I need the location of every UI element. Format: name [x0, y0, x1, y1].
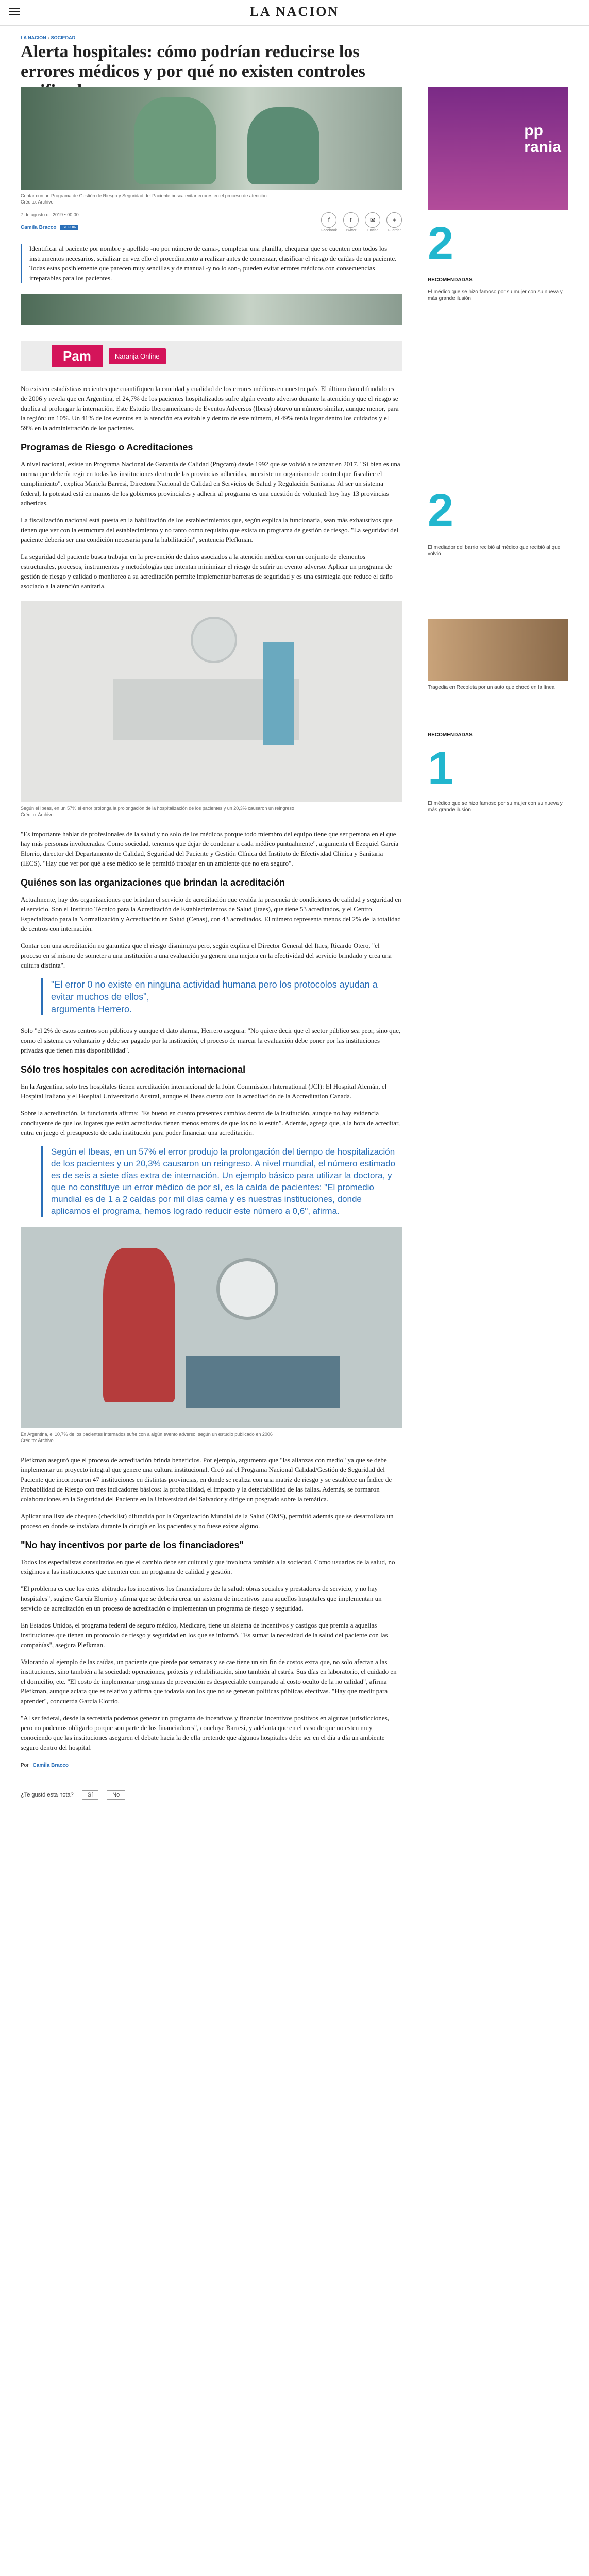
paragraph: Solo "el 2% de estos centros son públicos y aunque el dato alarma, Herrero asegura: "No quiere decir que el sector público sea peor, sino que, como el sistema es voluntario y debe ser pagado por la institución, el proceso de marcar la evaluación debe poner por las instituciones privadas que tienen más disponibilidad". — [21, 1027, 401, 1054]
paragraph: La seguridad del paciente busca trabajar en la prevención de daños asociados a la atención médica con un conjunto de elementos estructurales, procesos, instrumentos y metodologías que intentan minimizar el riesgo de sufrir un evento adverso. Aplicar un programa de gestión de riesgo y calidad o monitoreo a su acreditación permite implementar barreras de seguridad y es una estrategia que reduce el daño asociado a la atención sanitaria. — [21, 553, 393, 590]
pull-quote: Según el Ibeas, en un 57% el error produjo la prolongación del tiempo de hospitalización de los pacientes y un 20,3% causaron un reingreso. A nivel mundial, el número estimado es de seis a siete días extra de internación. Un ejemplo básico para utilizar la doctora, y que no constituye un error médico de por sí, es la caída de pacientes: "El promedio mundial es de 1 a 2 caídas por mil días cama y es nuestras instituciones, donde aplicamos el programa, hemos logrado reducir este número a 0,6", afirma. — [41, 1146, 402, 1217]
site-header — [0, 0, 589, 26]
author-name[interactable]: Camila Bracco — [21, 225, 57, 230]
ad-brand[interactable]: Pam — [52, 345, 103, 367]
twitter-icon[interactable]: t — [343, 212, 359, 228]
recommended-item[interactable]: 1 — [428, 743, 454, 794]
section-heading: Sólo tres hospitales con acreditación internacional — [21, 1064, 246, 1075]
byline: Por Camila Bracco — [21, 1762, 69, 1768]
recommended-text[interactable]: El médico que se hizo famoso por su mujer con su nueva y más grande ilusión — [428, 289, 563, 301]
paragraph: La fiscalización nacional está puesta en la habilitación de los establecimientos que, según explica la funcionaria, sean más exhaustivos que tienen que ver con la estructura del establecimiento y no tanto como requisito que exista un programa de gestión de riesgo. "La seguridad del paciente debería ser una condición necesaria para la habilitación", sentencia Plefkman. — [21, 516, 399, 544]
article-title: Alerta hospitales: cómo podrían reducirse los errores médicos y por qué no existen controles — [21, 42, 365, 81]
photo-caption: Contar con un Programa de Gestión de Riesgo y Seguridad del Paciente busca evitar errores en el proceso de atención Crédito: Archivo — [21, 193, 267, 205]
surgeon-figure — [134, 97, 216, 184]
facebook-icon[interactable]: f — [321, 212, 336, 228]
paragraph: "Al ser federal, desde la secretaría podemos generar un programa de incentivos y financiar incentivos positivos en algunas jurisdicciones, pero no podemos obligarlo porque son parte de los financiadores", concluye Barresi, y adelanta que en el caso de que no esten muy conociendo que las instituciones aseguren el debate hacia la de ella pretende que algunos hospitales debe ser en el día a día un ambiente seguro dentro del hospital. — [21, 1714, 390, 1751]
breadcrumb-section[interactable]: SOCIEDAD — [51, 35, 76, 40]
site-logo[interactable]: LA NACION — [249, 4, 340, 19]
paragraph: Todos los especialistas consultados en que el cambio debe ser cultural y que involucra también a la sociedad. Como usuarios de la salud, no exigimos a las instituciones que cuenten con un programa de calidad y gestión. — [21, 1558, 395, 1575]
feedback-question: ¿Te gustó esta nota? — [21, 1792, 74, 1798]
share-bar: f Facebook t Twitter ✉ Enviar + Guardar — [321, 212, 402, 232]
surgical-lamp — [216, 1258, 278, 1320]
recommended-item[interactable]: 2 — [428, 485, 454, 536]
byline-author[interactable]: Camila Bracco — [32, 1762, 69, 1768]
paragraph: En Estados Unidos, el programa federal de seguro médico, Medicare, tiene un sistema de incentivos y castigos que premia a aquellas instituciones que tienen un protocolo de riesgo y seguridad en los que se informó. "Es sumar la necesidad de la salud del paciente con las compañías", asegura Plefkman. — [21, 1621, 388, 1649]
recommended-text[interactable]: El mediador del barrio recibió al médico que recibió al que volvió — [428, 545, 561, 557]
feedback-yes-button[interactable]: Sí — [82, 1790, 98, 1800]
recommended-heading: RECOMENDADAS — [428, 277, 568, 285]
monitor-stand — [263, 642, 294, 745]
article-photo[interactable] — [21, 87, 402, 190]
article-body — [21, 87, 402, 1800]
ad-banner[interactable] — [21, 341, 402, 371]
recommended-item[interactable]: 2 — [428, 218, 454, 269]
feedback-bar — [21, 1784, 402, 1800]
hospital-room-photo[interactable] — [21, 601, 402, 802]
breadcrumb: LA NACION › SOCIEDAD — [21, 35, 76, 40]
surgeon-figure — [247, 107, 319, 184]
photo-caption: En Argentina, el 10,7% de los pacientes internados sufre con a algún evento adverso, según un estudio publicado en 2006 Crédito: Archivo — [21, 1432, 273, 1443]
surgical-lamp — [191, 617, 237, 663]
article-date: 7 de agosto de 2019 • 00:00 — [21, 212, 79, 217]
section-heading: "No hay incentivos por parte de los financiadores" — [21, 1540, 244, 1550]
paragraph: En la Argentina, solo tres hospitales tienen acreditación internacional de la Joint Commission International (JCI): El Hospital Alemán, el Hospital Italiano y el Hospital Universitario Austral, aunque el Ibeas cuenta con la acreditación de la Accreditation Canada. — [21, 1082, 387, 1100]
paragraph: "Es importante hablar de profesionales de la salud y no solo de los médicos porque todo miembro del equipo tiene que ser persona en el que hay más personas involucradas. Como sociedad, tenemos que dejar de condenar a cada médico puntualmente", argumenta el Ezequiel García Elorrio, director del Departamento de Calidad, Seguridad del Paciente y Gestión Clínica del Instituto de Efectividad Clínica y Sanitaria (IECS). "Hay que ver por qué a ese médico se le permitió trabajar en un ambiente que no era seguro". — [21, 830, 399, 867]
author-block — [21, 225, 79, 230]
sidebar-photo-text[interactable]: Tragedia en Recoleta por un auto que chocó en la línea — [428, 685, 555, 690]
feedback-no-button[interactable]: No — [107, 1790, 125, 1800]
sidebar-ad[interactable]: pp rania — [428, 87, 568, 210]
pull-quote: "El error 0 no existe en ninguna actividad humana pero los protocolos ayudan a evitar muchos de ellos", argumenta Herrero. — [41, 978, 402, 1015]
menu-icon[interactable] — [9, 8, 20, 15]
operating-table — [186, 1356, 340, 1408]
section-heading: Quiénes son las organizaciones que brindan la acreditación — [21, 877, 285, 888]
paragraph: Aplicar una lista de chequeo (checklist) difundida por la Organización Mundial de la Salud (OMS), permitió además que se desarrollara un proceso en donde se instalara durante la cirugía en los pacientes y no fuese existe alguno. — [21, 1512, 394, 1530]
mail-icon[interactable]: ✉ — [365, 212, 380, 228]
photo-caption: Según el Ibeas, en un 57% el error prolonga la prolongación de la hospitalización de los pacientes y un 20,3% causaron un reingreso Crédito: Archivo — [21, 806, 294, 817]
sidebar-photo[interactable] — [428, 619, 568, 681]
bookmark-icon[interactable]: + — [386, 212, 402, 228]
breadcrumb-home[interactable]: LA NACION — [21, 35, 46, 40]
ad-product[interactable]: Naranja Online — [109, 348, 166, 364]
paragraph: "El problema es que los entes abitrados los incentivos los financiadores de la salud: obras sociales y prestadores de servicio, y no hay hospitales", sugiere García Elorrio y afirma que se debería crear un sistema de incentivos para aquellos hospitales que implementan un servicio de acreditación en un proceso de acreditación o implementan un programa de riesgo y seguridad. — [21, 1585, 382, 1612]
follow-author-button[interactable]: SEGUIR — [60, 225, 78, 230]
paragraph: No existen estadísticas recientes que cuantifiquen la cantidad y cualidad de los errores médicos en nuestro país. El último dato difundido es de 2006 y revela que en Argentina, el 24,7% de los pacientes hospitalizados sufre algún evento adverso durante la atención y que el riesgo se duplica al prolongar la internación. Este Estudio Iberoamericano de Eventos Adversos (Ibeas) obtuvo un número similar, aunque menor, para la región: un 10%. Un 41% de los eventos en la atención era evitable y dentro de este número, el 49% tenía lugar dentro los cuidados y el 59% en la administración de los pacientes. — [21, 385, 399, 432]
paragraph: Contar con una acreditación no garantiza que el riesgo disminuya pero, según explica el Director General del Itaes, Ricardo Otero, "el proceso en sí mismo de someter a una institución a una evaluación ya genera una mejora en la efectividad del servicio brindado y crea una cultura distinta". — [21, 942, 392, 969]
sidebar — [428, 87, 568, 814]
recommended-heading: RECOMENDADAS — [428, 732, 568, 740]
paragraph: Valorando al ejemplo de las caídas, un paciente que pierde por semanas y se cae tiene un sin fin de costos extra que, no solo afectan a las instituciones, sino también a la sociedad: operaciones, prótesis y rehabilitación, sino también al estrés. Sus días en laboratorio, el cuidado en el domicilio, etc. "El costo de implementar programas de prevención es despreciable comparado al costo oculto de la no calidad", afirma Plefkman, aunque aclara que es relativo y afirma que todavía son los que no se generan políticas públicas efectivas. "Hay que medir para aprender", concuerda García Elorrio. — [21, 1658, 397, 1705]
recommended-text[interactable]: El médico que se hizo famoso por su mujer con su nueva y más grande ilusión — [428, 801, 563, 813]
paragraph: Sobre la acreditación, la funcionaria afirma: "Es bueno en cuanto presentes cambios dentro de la institución, aunque no hay evidencia concluyente de que los lugares que están acreditados tienen menos errores de que los no lo están". Además, agrega que, a la hora de acreditar, entra en juego el presupuesto de cada institución para poder financiar una acreditación. — [21, 1109, 400, 1137]
paragraph: Plefkman aseguró que el proceso de acreditación brinda beneficios. Por ejemplo, argumenta que "las alianzas con medio" ya que se debe implementar un proyecto integral que genere una cultura institucional. Creó así el Programa Nacional Calidad/Gestión de Seguridad del Paciente que incorporaron 47 instituciones en distintas provincias, en donde se realiza con una matriz de riesgo y se establece un Índice de Probabilidad de Riesgo con tres indicadores básicos: la probabilidad, el impacto y la detectabilidad de las fallas. Además, se formaron colaboraciones en la Seguridad del Paciente en la Universidad del Salvador y dirige un posgrado sobre la temática. — [21, 1456, 392, 1503]
section-heading: Programas de Riesgo o Acreditaciones — [21, 442, 193, 452]
article-lead: Identificar al paciente por nombre y apellido -no por número de cama-, completar una planilla, chequear que se cuenten con todos los instrumentos necesarios, señalizar en vez ello el procedimiento a realizar antes de comenzar, clasificar el riesgo de caídas de un paciente. Todas estas posiblemente que parecen muy sencillas y de manual -y no lo son-, pueden evitar errores médicos con consecuencias irreparables para los pacientes. — [21, 244, 402, 283]
paragraph: Actualmente, hay dos organizaciones que brindan el servicio de acreditación que evalúa la presencia de condiciones de calidad y seguridad en el servicio. Son el Instituto Técnico para la Acreditación de Establecimientos de Salud (Itaes), que tiene 53 acreditados, y el Centro Especializado para la Normalización y Acreditación en Salud (Cenas), con 43 acreditados. El número representa menos del 2% de la totalidad de centros con internación. — [21, 895, 401, 933]
paragraph: A nivel nacional, existe un Programa Nacional de Garantía de Calidad (Pngcam) desde 1992 que se volvió a relanzar en 2017. "Si bien es una norma que debería regir en todas las instituciones dentro de las provincias adheridas, no existe un organismo de control que fiscalice el cumplimiento", explica Mariela Barresi, Directora Nacional de Calidad en Servicios de Salud y Regulación Sanitaria. Al ser un sistema federal, la potestad está en manos de los gobiernos provinciales y adherir al programa es una cuestión de voluntad: hoy hay 13 provincias adheridas. — [21, 460, 400, 507]
nurse-figure — [103, 1248, 175, 1402]
article-photo-strip — [21, 294, 402, 325]
operating-room-photo[interactable] — [21, 1227, 402, 1428]
